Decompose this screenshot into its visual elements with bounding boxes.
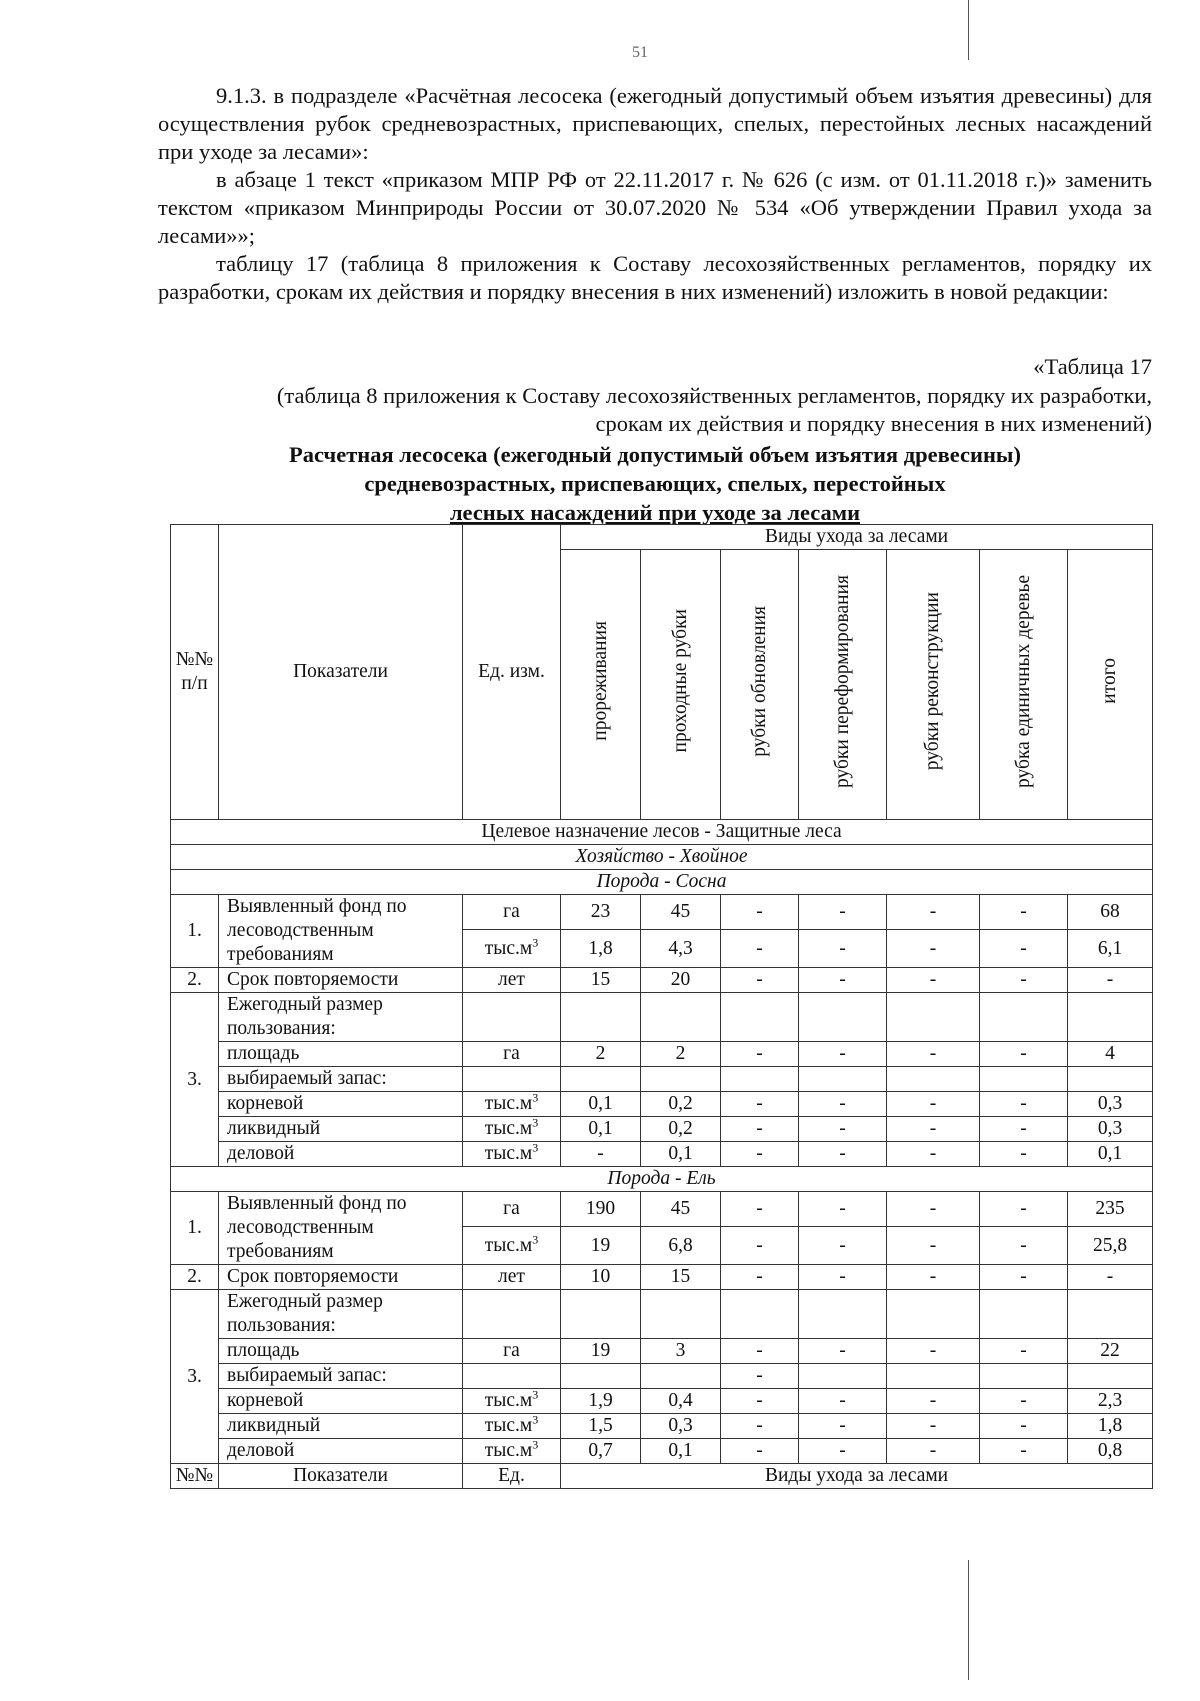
value-cell: 15: [561, 968, 641, 993]
value-cell: 0,2: [641, 1117, 721, 1142]
value-cell: 0,1: [641, 1142, 721, 1167]
indicator-stock-type: деловой: [219, 1439, 463, 1464]
table-title: [158, 440, 1152, 527]
value-cell: [980, 993, 1068, 1042]
value-cell: -: [980, 1192, 1068, 1227]
unit-text: тыс.м: [484, 937, 533, 959]
value-cell: -: [980, 1227, 1068, 1265]
table-title-line-1: Расчетная лесосека (ежегодный допустимый объем изъятия древесины): [288, 442, 1021, 467]
unit-cell: га: [463, 895, 561, 930]
indicator-line: Выявленный фонд по: [227, 1193, 407, 1214]
breed-title: Порода - Сосна: [171, 870, 1153, 895]
unit-superscript: 3: [532, 935, 539, 949]
row-number: 3.: [171, 1290, 219, 1464]
value-cell: -: [799, 968, 887, 993]
value-cell: 0,3: [641, 1414, 721, 1439]
value-cell: [980, 1364, 1068, 1389]
value-cell: 45: [641, 1192, 721, 1227]
value-cell: [721, 1290, 799, 1339]
table-row: [171, 1364, 1153, 1389]
scan-line: [968, 0, 969, 60]
value-cell: 0,3: [1068, 1092, 1153, 1117]
table-row: [171, 1389, 1153, 1414]
value-cell: [1068, 993, 1153, 1042]
indicator-line: требованиям: [227, 1241, 334, 1262]
table-row: [171, 1042, 1153, 1067]
breed-title: Порода - Ель: [171, 1167, 1153, 1192]
indicator-stock: выбираемый запас:: [219, 1067, 463, 1092]
value-cell: -: [887, 1439, 980, 1464]
table-row: [171, 1117, 1153, 1142]
table-row: [171, 1265, 1153, 1290]
value-cell: -: [980, 1092, 1068, 1117]
value-cell: -: [887, 1117, 980, 1142]
table-row: [171, 1092, 1153, 1117]
value-cell: -: [721, 1389, 799, 1414]
unit-cell: га: [463, 1192, 561, 1227]
unit-cell: [463, 1439, 561, 1464]
unit-text: тыс.м: [484, 1143, 533, 1164]
value-cell: -: [799, 1227, 887, 1265]
indicator-area: площадь: [219, 1042, 463, 1067]
unit-cell: [463, 1389, 561, 1414]
indicator-period: Срок повторяемости: [219, 968, 463, 993]
section-title: Целевое назначение лесов - Защитные леса: [171, 820, 1153, 845]
table-row: [171, 1339, 1153, 1364]
row-number: 1.: [171, 1192, 219, 1265]
value-cell: -: [721, 1265, 799, 1290]
value-cell: [887, 1067, 980, 1092]
value-cell: -: [799, 1117, 887, 1142]
table-row: [171, 1414, 1153, 1439]
header-col-single-tree-cutting: рубка единичных деревье: [980, 550, 1068, 820]
value-cell: 0,8: [1068, 1439, 1153, 1464]
value-cell: [887, 993, 980, 1042]
unit-cell: [463, 1117, 561, 1142]
value-cell: 6,1: [1068, 930, 1153, 968]
indicator-line: Ежегодный размер: [227, 994, 383, 1015]
value-cell: 6,8: [641, 1227, 721, 1265]
table-row: [171, 1067, 1153, 1092]
value-cell: -: [887, 1142, 980, 1167]
indicator-stock-type: корневой: [219, 1389, 463, 1414]
value-cell: -: [887, 930, 980, 968]
value-cell: -: [887, 1339, 980, 1364]
value-cell: 2,3: [1068, 1389, 1153, 1414]
value-cell: -: [799, 1414, 887, 1439]
value-cell: 15: [641, 1265, 721, 1290]
header-num: №№ п/п: [171, 525, 219, 820]
indicator-stock: выбираемый запас:: [219, 1364, 463, 1389]
value-cell: 190: [561, 1192, 641, 1227]
value-cell: -: [721, 1364, 799, 1389]
value-cell: 19: [561, 1339, 641, 1364]
row-number: 2.: [171, 1265, 219, 1290]
paragraph-2: в абзаце 1 текст «приказом МПР РФ от 22.11.2017 г. № 626 (с изм. от 01.11.2018 г.)» заменить текстом «приказом Минприроды России от 30.07.2020 № 534 «Об утверждении Правил ухода за лесами»»;: [158, 167, 1152, 248]
value-cell: 0,2: [641, 1092, 721, 1117]
value-cell: -: [721, 1339, 799, 1364]
unit-cell: [463, 1364, 561, 1389]
footer-care-types: Виды ухода за лесами: [561, 1464, 1153, 1489]
repeated-header-row: [171, 1464, 1153, 1489]
table-row: [171, 1290, 1153, 1339]
unit-superscript: 3: [532, 1387, 539, 1402]
footer-indicator: Показатели: [219, 1464, 463, 1489]
header-care-types: Виды ухода за лесами: [561, 525, 1153, 550]
table-row: [171, 1192, 1153, 1227]
value-cell: -: [721, 895, 799, 930]
value-cell: [799, 1067, 887, 1092]
unit-text: тыс.м: [484, 1440, 533, 1461]
scan-line: [968, 1560, 969, 1680]
value-cell: [721, 1067, 799, 1092]
value-cell: 0,1: [561, 1092, 641, 1117]
value-cell: -: [721, 930, 799, 968]
value-cell: 4: [1068, 1042, 1153, 1067]
value-cell: -: [980, 1142, 1068, 1167]
unit-cell: лет: [463, 1265, 561, 1290]
value-cell: -: [721, 1439, 799, 1464]
value-cell: 235: [1068, 1192, 1153, 1227]
value-cell: [1068, 1067, 1153, 1092]
value-cell: -: [887, 1192, 980, 1227]
value-cell: [799, 1290, 887, 1339]
indicator-line: пользования:: [227, 1018, 336, 1039]
value-cell: -: [980, 1339, 1068, 1364]
value-cell: 0,3: [1068, 1117, 1153, 1142]
unit-cell: лет: [463, 968, 561, 993]
value-cell: 22: [1068, 1339, 1153, 1364]
value-cell: -: [887, 1265, 980, 1290]
value-cell: -: [1068, 1265, 1153, 1290]
value-cell: 0,1: [641, 1439, 721, 1464]
indicator-stock-type: деловой: [219, 1142, 463, 1167]
value-cell: [641, 993, 721, 1042]
value-cell: -: [980, 1042, 1068, 1067]
value-cell: [887, 1290, 980, 1339]
value-cell: -: [721, 1117, 799, 1142]
indicator-line: лесоводственным: [227, 920, 374, 941]
value-cell: 4,3: [641, 930, 721, 968]
value-cell: 1,5: [561, 1414, 641, 1439]
value-cell: -: [980, 968, 1068, 993]
unit-text: тыс.м: [484, 1415, 533, 1436]
value-cell: -: [561, 1142, 641, 1167]
allowable-cut-table: [170, 524, 1153, 1489]
indicator-line: Выявленный фонд по: [227, 896, 407, 917]
header-col-passage-cutting: проходные рубки: [641, 550, 721, 820]
footer-num: №№: [171, 1464, 219, 1489]
unit-superscript: 3: [532, 1232, 539, 1246]
unit-text: тыс.м: [484, 1093, 533, 1114]
value-cell: -: [721, 1414, 799, 1439]
indicator-line: лесоводственным: [227, 1217, 374, 1238]
value-cell: 2: [561, 1042, 641, 1067]
value-cell: -: [799, 1142, 887, 1167]
value-cell: -: [721, 968, 799, 993]
value-cell: [641, 1290, 721, 1339]
indicator-stock-type: корневой: [219, 1092, 463, 1117]
value-cell: [641, 1364, 721, 1389]
header-col-reconstruction-cutting: рубки реконструкции: [887, 550, 980, 820]
unit-cell: [463, 1092, 561, 1117]
row-number: 1.: [171, 895, 219, 968]
table-row: [171, 1142, 1153, 1167]
indicator-line: Ежегодный размер: [227, 1291, 383, 1312]
indicator-usage: [219, 1290, 463, 1339]
subsection-row: [171, 845, 1153, 870]
table-row: [171, 895, 1153, 930]
value-cell: 0,1: [561, 1117, 641, 1142]
value-cell: [980, 1290, 1068, 1339]
value-cell: -: [980, 1414, 1068, 1439]
unit-cell: [463, 993, 561, 1042]
value-cell: -: [887, 968, 980, 993]
row-number: 2.: [171, 968, 219, 993]
value-cell: -: [799, 930, 887, 968]
indicator-usage: [219, 993, 463, 1042]
unit-superscript: 3: [532, 1115, 539, 1130]
value-cell: [641, 1067, 721, 1092]
table-row: [171, 993, 1153, 1042]
indicator-area: площадь: [219, 1339, 463, 1364]
indicator-fund: [219, 1192, 463, 1265]
value-cell: -: [799, 1265, 887, 1290]
value-cell: -: [980, 1439, 1068, 1464]
value-cell: -: [799, 1042, 887, 1067]
value-cell: 1,8: [1068, 1414, 1153, 1439]
row-number: 3.: [171, 993, 219, 1167]
value-cell: 2: [641, 1042, 721, 1067]
value-cell: [1068, 1364, 1153, 1389]
value-cell: -: [887, 1227, 980, 1265]
value-cell: -: [887, 1389, 980, 1414]
unit-cell: [463, 1227, 561, 1265]
value-cell: -: [887, 1414, 980, 1439]
value-cell: 0,4: [641, 1389, 721, 1414]
breed-row: [171, 1167, 1153, 1192]
indicator-line: пользования:: [227, 1315, 336, 1336]
value-cell: -: [799, 1339, 887, 1364]
value-cell: -: [721, 1042, 799, 1067]
value-cell: 19: [561, 1227, 641, 1265]
indicator-stock-type: ликвидный: [219, 1414, 463, 1439]
unit-cell: [463, 1414, 561, 1439]
value-cell: 45: [641, 895, 721, 930]
value-cell: -: [980, 1117, 1068, 1142]
table-footer: [171, 1464, 1153, 1489]
value-cell: -: [799, 895, 887, 930]
unit-text: тыс.м: [484, 1234, 533, 1256]
value-cell: 0,1: [1068, 1142, 1153, 1167]
indicator-fund: [219, 895, 463, 968]
section-row: [171, 820, 1153, 845]
value-cell: -: [980, 1389, 1068, 1414]
unit-cell: [463, 1067, 561, 1092]
value-cell: 25,8: [1068, 1227, 1153, 1265]
header-indicator: Показатели: [219, 525, 463, 820]
value-cell: 68: [1068, 895, 1153, 930]
unit-superscript: 3: [532, 1437, 539, 1452]
value-cell: [561, 993, 641, 1042]
value-cell: -: [887, 895, 980, 930]
indicator-period: Срок повторяемости: [219, 1265, 463, 1290]
header-row-1: [171, 525, 1153, 550]
value-cell: [1068, 1290, 1153, 1339]
value-cell: 1,9: [561, 1389, 641, 1414]
subsection-title: Хозяйство - Хвойное: [171, 845, 1153, 870]
header-col-renewal-cutting: рубки обновления: [721, 550, 799, 820]
value-cell: -: [721, 1227, 799, 1265]
unit-cell: га: [463, 1042, 561, 1067]
unit-text: тыс.м: [484, 1390, 533, 1411]
value-cell: -: [799, 1389, 887, 1414]
value-cell: [721, 993, 799, 1042]
table-title-line-3: лесных насаждений при уходе за лесами: [449, 500, 861, 525]
value-cell: -: [721, 1092, 799, 1117]
header-col-total: итого: [1068, 550, 1153, 820]
value-cell: 20: [641, 968, 721, 993]
indicator-line: требованиям: [227, 944, 334, 965]
unit-superscript: 3: [532, 1090, 539, 1105]
unit-superscript: 3: [532, 1140, 539, 1155]
paragraph-3: таблицу 17 (таблица 8 приложения к Составу лесохозяйственных регламентов, порядку их разработки, срокам их действия и порядку внесения в них изменений) изложить в новой редакции:: [158, 251, 1152, 304]
value-cell: [887, 1364, 980, 1389]
value-cell: [561, 1364, 641, 1389]
header-col-reformation-cutting: рубки переформирования: [799, 550, 887, 820]
table-body: [171, 525, 1153, 1464]
paragraph-1: 9.1.3. в подразделе «Расчётная лесосека (ежегодный допустимый объем изъятия древесины) для осуществления рубок средневозрастных, приспевающих, спелых, перестойных лесных насаждений при уходе за лесами»:: [158, 83, 1152, 164]
value-cell: -: [887, 1042, 980, 1067]
table-title-line-2: средневозрастных, приспевающих, спелых, перестойных: [364, 471, 946, 496]
footer-unit: Ед.: [463, 1464, 561, 1489]
value-cell: -: [1068, 968, 1153, 993]
value-cell: -: [980, 895, 1068, 930]
indicator-stock-type: ликвидный: [219, 1117, 463, 1142]
value-cell: 3: [641, 1339, 721, 1364]
value-cell: [799, 993, 887, 1042]
value-cell: -: [799, 1192, 887, 1227]
value-cell: -: [721, 1142, 799, 1167]
table-subtitle: (таблица 8 приложения к Составу лесохозяйственных регламентов, порядку их разработки, срокам их действия и порядку внесения в них изменений): [276, 383, 1152, 436]
unit-cell: [463, 930, 561, 968]
value-cell: [799, 1364, 887, 1389]
value-cell: [561, 1290, 641, 1339]
value-cell: -: [721, 1192, 799, 1227]
value-cell: 10: [561, 1265, 641, 1290]
unit-text: тыс.м: [484, 1118, 533, 1139]
value-cell: -: [799, 1439, 887, 1464]
table-row: [171, 1439, 1153, 1464]
unit-cell: [463, 1290, 561, 1339]
table-label: «Таблица 17: [1033, 354, 1152, 379]
page-number: 51: [632, 44, 648, 61]
unit-cell: га: [463, 1339, 561, 1364]
header-col-thinning: прореживания: [561, 550, 641, 820]
value-cell: -: [887, 1092, 980, 1117]
unit-cell: [463, 1142, 561, 1167]
value-cell: 0,7: [561, 1439, 641, 1464]
value-cell: [561, 1067, 641, 1092]
table-row: [171, 968, 1153, 993]
header-unit: Ед. изм.: [463, 525, 561, 820]
value-cell: [980, 1067, 1068, 1092]
value-cell: 1,8: [561, 930, 641, 968]
value-cell: -: [980, 930, 1068, 968]
value-cell: -: [799, 1092, 887, 1117]
value-cell: 23: [561, 895, 641, 930]
value-cell: -: [980, 1265, 1068, 1290]
breed-row: [171, 870, 1153, 895]
unit-superscript: 3: [532, 1412, 539, 1427]
